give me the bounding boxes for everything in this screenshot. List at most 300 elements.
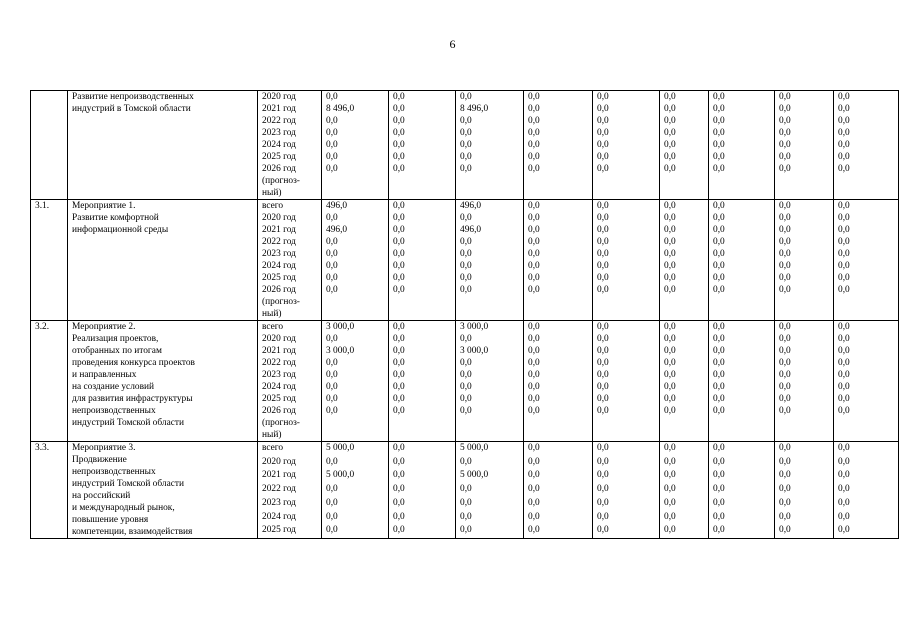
- value-cell: 0,0: [322, 393, 389, 405]
- value-cell: 0,0: [775, 236, 834, 248]
- value-cell: 0,0: [775, 103, 834, 115]
- value-cell: 0,0: [660, 115, 709, 127]
- value-cell: 0,0: [389, 357, 456, 369]
- value-cell: 0,0: [524, 163, 593, 200]
- value-cell: 0,0: [593, 369, 660, 381]
- value-cell: 0,0: [389, 115, 456, 127]
- year-cell: всего: [258, 442, 322, 456]
- value-cell: 0,0: [834, 321, 899, 334]
- value-cell: 0,0: [709, 333, 775, 345]
- value-cell: 0,0: [775, 333, 834, 345]
- year-cell: 2026 год (прогноз- ный): [258, 163, 322, 200]
- value-cell: 0,0: [709, 151, 775, 163]
- value-cell: 0,0: [834, 91, 899, 104]
- year-cell: 2020 год: [258, 91, 322, 104]
- value-cell: 0,0: [834, 357, 899, 369]
- value-cell: 0,0: [456, 483, 524, 497]
- value-cell: 0,0: [834, 333, 899, 345]
- value-cell: 0,0: [775, 442, 834, 456]
- value-cell: 0,0: [709, 405, 775, 442]
- value-cell: 0,0: [775, 163, 834, 200]
- value-cell: 0,0: [456, 127, 524, 139]
- value-cell: 0,0: [709, 91, 775, 104]
- value-cell: 0,0: [322, 127, 389, 139]
- value-cell: 8 496,0: [322, 103, 389, 115]
- year-cell: 2020 год: [258, 333, 322, 345]
- value-cell: 0,0: [389, 442, 456, 456]
- value-cell: 0,0: [322, 163, 389, 200]
- value-cell: 0,0: [660, 345, 709, 357]
- value-cell: 496,0: [456, 200, 524, 213]
- value-cell: 0,0: [834, 224, 899, 236]
- value-cell: 0,0: [660, 139, 709, 151]
- value-cell: 0,0: [593, 139, 660, 151]
- value-cell: 0,0: [834, 163, 899, 200]
- value-cell: 0,0: [593, 272, 660, 284]
- value-cell: 0,0: [389, 369, 456, 381]
- year-cell: 2022 год: [258, 236, 322, 248]
- table-row: [31, 91, 899, 104]
- value-cell: 0,0: [660, 369, 709, 381]
- value-cell: 0,0: [834, 524, 899, 538]
- value-cell: 0,0: [775, 524, 834, 538]
- value-cell: 0,0: [834, 115, 899, 127]
- value-cell: 0,0: [775, 456, 834, 470]
- value-cell: 0,0: [775, 200, 834, 213]
- value-cell: 0,0: [834, 381, 899, 393]
- year-cell: 2025 год: [258, 524, 322, 538]
- year-cell: 2026 год (прогноз- ный): [258, 284, 322, 321]
- value-cell: 0,0: [322, 91, 389, 104]
- value-cell: 0,0: [456, 405, 524, 442]
- year-cell: 2021 год: [258, 224, 322, 236]
- value-cell: 0,0: [524, 381, 593, 393]
- value-cell: 0,0: [456, 248, 524, 260]
- table-row: [31, 321, 899, 334]
- value-cell: 0,0: [834, 248, 899, 260]
- value-cell: 0,0: [456, 381, 524, 393]
- value-cell: 0,0: [593, 163, 660, 200]
- value-cell: 0,0: [660, 212, 709, 224]
- value-cell: 0,0: [775, 139, 834, 151]
- value-cell: 0,0: [524, 442, 593, 456]
- value-cell: 5 000,0: [456, 469, 524, 483]
- value-cell: 0,0: [524, 469, 593, 483]
- value-cell: 0,0: [775, 272, 834, 284]
- year-cell: 2023 год: [258, 127, 322, 139]
- year-cell: 2025 год: [258, 151, 322, 163]
- value-cell: 0,0: [524, 115, 593, 127]
- value-cell: 0,0: [456, 163, 524, 200]
- value-cell: 0,0: [660, 483, 709, 497]
- value-cell: 0,0: [593, 224, 660, 236]
- year-cell: всего: [258, 321, 322, 334]
- value-cell: 0,0: [709, 139, 775, 151]
- value-cell: 0,0: [709, 284, 775, 321]
- value-cell: 0,0: [593, 333, 660, 345]
- value-cell: 0,0: [709, 381, 775, 393]
- item-name: Мероприятие 3. Продвижение непроизводственных индустрий Томской области на российский и международный рынок, повышение уровня компетенции, взаимодействия: [68, 442, 258, 539]
- value-cell: 0,0: [524, 236, 593, 248]
- value-cell: 0,0: [389, 163, 456, 200]
- year-cell: 2025 год: [258, 393, 322, 405]
- value-cell: 0,0: [456, 139, 524, 151]
- budget-table: [30, 90, 899, 539]
- value-cell: 0,0: [593, 103, 660, 115]
- value-cell: 0,0: [660, 524, 709, 538]
- year-cell: 2022 год: [258, 115, 322, 127]
- value-cell: 0,0: [775, 497, 834, 511]
- value-cell: 0,0: [775, 224, 834, 236]
- value-cell: 0,0: [775, 345, 834, 357]
- value-cell: 0,0: [593, 405, 660, 442]
- value-cell: 0,0: [322, 333, 389, 345]
- value-cell: 0,0: [660, 103, 709, 115]
- year-cell: 2024 год: [258, 260, 322, 272]
- value-cell: 0,0: [834, 511, 899, 525]
- year-cell: 2023 год: [258, 497, 322, 511]
- value-cell: 0,0: [834, 442, 899, 456]
- value-cell: 0,0: [709, 115, 775, 127]
- value-cell: 0,0: [709, 200, 775, 213]
- value-cell: 0,0: [322, 248, 389, 260]
- value-cell: 0,0: [593, 284, 660, 321]
- year-cell: 2021 год: [258, 469, 322, 483]
- value-cell: 0,0: [593, 260, 660, 272]
- value-cell: 0,0: [456, 357, 524, 369]
- value-cell: 0,0: [456, 369, 524, 381]
- value-cell: 0,0: [709, 127, 775, 139]
- value-cell: 5 000,0: [322, 442, 389, 456]
- value-cell: 0,0: [389, 381, 456, 393]
- value-cell: 0,0: [322, 272, 389, 284]
- value-cell: 0,0: [775, 483, 834, 497]
- value-cell: 0,0: [389, 224, 456, 236]
- value-cell: 0,0: [709, 393, 775, 405]
- table-row: [31, 442, 899, 456]
- value-cell: 0,0: [709, 236, 775, 248]
- value-cell: 0,0: [389, 103, 456, 115]
- year-cell: 2026 год (прогноз- ный): [258, 405, 322, 442]
- year-cell: 2023 год: [258, 248, 322, 260]
- value-cell: 0,0: [775, 260, 834, 272]
- value-cell: 0,0: [593, 357, 660, 369]
- value-cell: 0,0: [834, 127, 899, 139]
- value-cell: 0,0: [709, 357, 775, 369]
- value-cell: 0,0: [593, 151, 660, 163]
- value-cell: 0,0: [660, 91, 709, 104]
- value-cell: 0,0: [593, 91, 660, 104]
- value-cell: 0,0: [593, 321, 660, 334]
- value-cell: 0,0: [456, 236, 524, 248]
- item-number: [31, 91, 68, 200]
- value-cell: 0,0: [660, 456, 709, 470]
- value-cell: 0,0: [775, 284, 834, 321]
- value-cell: 0,0: [389, 345, 456, 357]
- value-cell: 0,0: [593, 469, 660, 483]
- value-cell: 0,0: [456, 212, 524, 224]
- value-cell: 0,0: [322, 139, 389, 151]
- value-cell: 0,0: [322, 260, 389, 272]
- value-cell: 0,0: [593, 115, 660, 127]
- value-cell: 0,0: [524, 456, 593, 470]
- value-cell: 0,0: [456, 511, 524, 525]
- value-cell: 0,0: [660, 224, 709, 236]
- value-cell: 0,0: [524, 524, 593, 538]
- item-number: 3.3.: [31, 442, 68, 539]
- value-cell: 0,0: [775, 127, 834, 139]
- value-cell: 0,0: [660, 333, 709, 345]
- value-cell: 0,0: [389, 497, 456, 511]
- value-cell: 0,0: [660, 200, 709, 213]
- value-cell: 0,0: [593, 381, 660, 393]
- value-cell: 0,0: [322, 212, 389, 224]
- value-cell: 0,0: [660, 442, 709, 456]
- value-cell: 3 000,0: [322, 321, 389, 334]
- value-cell: 0,0: [524, 103, 593, 115]
- value-cell: 0,0: [834, 393, 899, 405]
- value-cell: 0,0: [593, 345, 660, 357]
- value-cell: 0,0: [709, 345, 775, 357]
- value-cell: 0,0: [524, 260, 593, 272]
- value-cell: 3 000,0: [456, 345, 524, 357]
- value-cell: 0,0: [456, 333, 524, 345]
- value-cell: 0,0: [389, 151, 456, 163]
- item-number: 3.2.: [31, 321, 68, 442]
- value-cell: 0,0: [389, 284, 456, 321]
- value-cell: 0,0: [834, 200, 899, 213]
- value-cell: 0,0: [456, 91, 524, 104]
- value-cell: 0,0: [524, 200, 593, 213]
- value-cell: 0,0: [524, 91, 593, 104]
- value-cell: 0,0: [322, 511, 389, 525]
- year-cell: 2022 год: [258, 357, 322, 369]
- value-cell: 0,0: [660, 357, 709, 369]
- value-cell: 0,0: [524, 511, 593, 525]
- value-cell: 0,0: [775, 405, 834, 442]
- value-cell: 0,0: [660, 381, 709, 393]
- value-cell: 0,0: [524, 127, 593, 139]
- value-cell: 0,0: [389, 511, 456, 525]
- value-cell: 0,0: [389, 483, 456, 497]
- value-cell: 0,0: [775, 212, 834, 224]
- value-cell: 0,0: [660, 248, 709, 260]
- value-cell: 0,0: [660, 497, 709, 511]
- value-cell: 0,0: [709, 442, 775, 456]
- value-cell: 0,0: [456, 115, 524, 127]
- value-cell: 0,0: [524, 333, 593, 345]
- page-number: 6: [449, 37, 456, 51]
- value-cell: 0,0: [660, 127, 709, 139]
- value-cell: 496,0: [322, 224, 389, 236]
- value-cell: 0,0: [389, 469, 456, 483]
- value-cell: 0,0: [775, 469, 834, 483]
- value-cell: 0,0: [524, 272, 593, 284]
- value-cell: 0,0: [524, 151, 593, 163]
- value-cell: 0,0: [322, 151, 389, 163]
- value-cell: 0,0: [709, 212, 775, 224]
- value-cell: 0,0: [834, 369, 899, 381]
- value-cell: 0,0: [834, 497, 899, 511]
- value-cell: 0,0: [834, 345, 899, 357]
- value-cell: 0,0: [709, 524, 775, 538]
- value-cell: 0,0: [524, 483, 593, 497]
- value-cell: 0,0: [593, 212, 660, 224]
- value-cell: 0,0: [834, 469, 899, 483]
- value-cell: 0,0: [775, 151, 834, 163]
- year-cell: 2024 год: [258, 511, 322, 525]
- year-cell: 2020 год: [258, 456, 322, 470]
- value-cell: 0,0: [456, 393, 524, 405]
- value-cell: 0,0: [389, 236, 456, 248]
- value-cell: 0,0: [660, 163, 709, 200]
- value-cell: 3 000,0: [456, 321, 524, 334]
- value-cell: 0,0: [660, 284, 709, 321]
- value-cell: 0,0: [593, 483, 660, 497]
- value-cell: 0,0: [593, 511, 660, 525]
- value-cell: 0,0: [389, 393, 456, 405]
- year-cell: 2024 год: [258, 139, 322, 151]
- value-cell: 0,0: [834, 139, 899, 151]
- value-cell: 0,0: [834, 272, 899, 284]
- value-cell: 0,0: [389, 456, 456, 470]
- value-cell: 0,0: [593, 524, 660, 538]
- value-cell: 0,0: [660, 260, 709, 272]
- value-cell: 496,0: [322, 200, 389, 213]
- value-cell: 0,0: [593, 200, 660, 213]
- value-cell: 496,0: [456, 224, 524, 236]
- value-cell: 0,0: [322, 284, 389, 321]
- value-cell: 0,0: [709, 469, 775, 483]
- year-cell: 2025 год: [258, 272, 322, 284]
- value-cell: 0,0: [775, 248, 834, 260]
- value-cell: 0,0: [389, 321, 456, 334]
- table-row: [31, 200, 899, 213]
- value-cell: 0,0: [456, 456, 524, 470]
- value-cell: 5 000,0: [456, 442, 524, 456]
- value-cell: 0,0: [593, 497, 660, 511]
- value-cell: 0,0: [524, 321, 593, 334]
- year-cell: 2023 год: [258, 369, 322, 381]
- value-cell: 0,0: [524, 345, 593, 357]
- item-number: 3.1.: [31, 200, 68, 321]
- value-cell: 0,0: [322, 357, 389, 369]
- item-name: Развитие непроизводственных индустрий в Томской области: [68, 91, 258, 200]
- value-cell: 0,0: [524, 357, 593, 369]
- value-cell: 0,0: [456, 497, 524, 511]
- value-cell: 0,0: [709, 321, 775, 334]
- value-cell: 0,0: [456, 260, 524, 272]
- value-cell: 0,0: [709, 369, 775, 381]
- value-cell: 0,0: [389, 127, 456, 139]
- value-cell: 0,0: [524, 405, 593, 442]
- value-cell: 0,0: [322, 381, 389, 393]
- value-cell: 0,0: [775, 115, 834, 127]
- value-cell: 0,0: [834, 284, 899, 321]
- year-cell: 2022 год: [258, 483, 322, 497]
- value-cell: 0,0: [524, 497, 593, 511]
- value-cell: 0,0: [709, 483, 775, 497]
- value-cell: 0,0: [660, 469, 709, 483]
- value-cell: 0,0: [524, 212, 593, 224]
- value-cell: 0,0: [593, 127, 660, 139]
- value-cell: 0,0: [593, 236, 660, 248]
- value-cell: 0,0: [524, 248, 593, 260]
- value-cell: 0,0: [775, 381, 834, 393]
- value-cell: 0,0: [834, 151, 899, 163]
- value-cell: 0,0: [775, 357, 834, 369]
- value-cell: 0,0: [593, 393, 660, 405]
- value-cell: 0,0: [775, 393, 834, 405]
- value-cell: 0,0: [775, 511, 834, 525]
- value-cell: 0,0: [389, 272, 456, 284]
- value-cell: 0,0: [322, 405, 389, 442]
- year-cell: 2020 год: [258, 212, 322, 224]
- value-cell: 0,0: [524, 224, 593, 236]
- value-cell: 0,0: [389, 139, 456, 151]
- value-cell: 0,0: [775, 91, 834, 104]
- value-cell: 0,0: [709, 497, 775, 511]
- value-cell: 0,0: [524, 393, 593, 405]
- year-cell: 2024 год: [258, 381, 322, 393]
- value-cell: 0,0: [456, 272, 524, 284]
- value-cell: 0,0: [389, 248, 456, 260]
- value-cell: 0,0: [322, 497, 389, 511]
- value-cell: 8 496,0: [456, 103, 524, 115]
- value-cell: 0,0: [834, 212, 899, 224]
- value-cell: 0,0: [524, 369, 593, 381]
- value-cell: 0,0: [834, 405, 899, 442]
- value-cell: 3 000,0: [322, 345, 389, 357]
- value-cell: 0,0: [660, 151, 709, 163]
- value-cell: 0,0: [456, 151, 524, 163]
- value-cell: 0,0: [322, 369, 389, 381]
- value-cell: 0,0: [593, 248, 660, 260]
- value-cell: 0,0: [660, 321, 709, 334]
- budget-table-body: [31, 91, 899, 539]
- value-cell: 0,0: [709, 511, 775, 525]
- value-cell: 5 000,0: [322, 469, 389, 483]
- value-cell: 0,0: [709, 260, 775, 272]
- value-cell: 0,0: [322, 236, 389, 248]
- value-cell: 0,0: [593, 456, 660, 470]
- value-cell: 0,0: [322, 456, 389, 470]
- value-cell: 0,0: [660, 511, 709, 525]
- value-cell: 0,0: [660, 272, 709, 284]
- value-cell: 0,0: [524, 139, 593, 151]
- value-cell: 0,0: [389, 524, 456, 538]
- value-cell: 0,0: [775, 321, 834, 334]
- value-cell: 0,0: [709, 272, 775, 284]
- value-cell: 0,0: [709, 456, 775, 470]
- value-cell: 0,0: [389, 200, 456, 213]
- value-cell: 0,0: [834, 236, 899, 248]
- item-name: Мероприятие 1. Развитие комфортной информационной среды: [68, 200, 258, 321]
- value-cell: 0,0: [389, 212, 456, 224]
- value-cell: 0,0: [834, 456, 899, 470]
- year-cell: 2021 год: [258, 103, 322, 115]
- value-cell: 0,0: [322, 115, 389, 127]
- value-cell: 0,0: [709, 103, 775, 115]
- value-cell: 0,0: [456, 524, 524, 538]
- value-cell: 0,0: [660, 393, 709, 405]
- value-cell: 0,0: [834, 103, 899, 115]
- value-cell: 0,0: [709, 248, 775, 260]
- value-cell: 0,0: [593, 442, 660, 456]
- value-cell: 0,0: [660, 405, 709, 442]
- value-cell: 0,0: [322, 524, 389, 538]
- value-cell: 0,0: [660, 236, 709, 248]
